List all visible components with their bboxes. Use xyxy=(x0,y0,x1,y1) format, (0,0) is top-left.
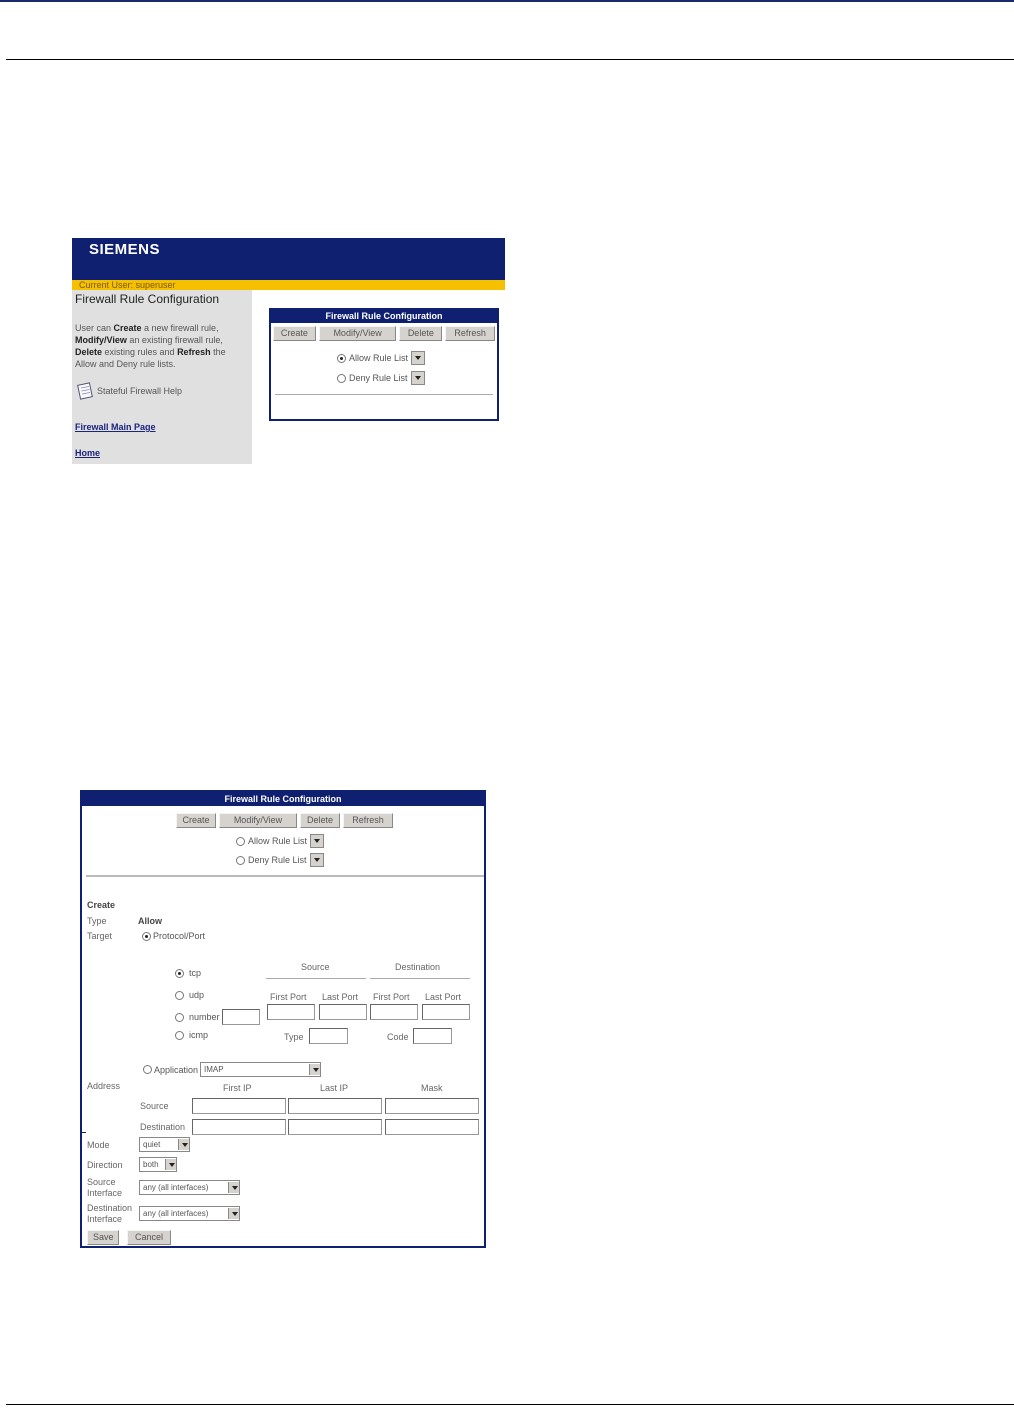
source-header-rule xyxy=(266,978,366,979)
firewall-main-page-link[interactable]: Firewall Main Page xyxy=(75,422,156,432)
source-mask-input[interactable] xyxy=(385,1098,479,1114)
form-divider xyxy=(86,875,484,877)
chevron-down-icon xyxy=(309,1064,320,1075)
section-heading: Create xyxy=(87,900,116,910)
mask-header: Mask xyxy=(421,1083,443,1093)
home-link[interactable]: Home xyxy=(75,448,101,458)
panel-toolbar xyxy=(271,323,497,341)
source-header: Source xyxy=(301,962,330,972)
type-label: Type xyxy=(87,916,107,926)
sidebar xyxy=(72,290,252,464)
direction-select[interactable] xyxy=(139,1157,177,1172)
banner xyxy=(72,238,505,280)
modify-view-button[interactable]: Modify/View xyxy=(319,326,397,341)
protocol-number-input[interactable] xyxy=(222,1009,260,1025)
icmp-type-label: Type xyxy=(284,1032,304,1042)
allow-rule-radio[interactable] xyxy=(337,354,346,363)
header-rule xyxy=(6,59,1014,60)
label-line: Interface xyxy=(87,1188,123,1198)
form-toolbar xyxy=(176,813,393,828)
chevron-down-icon xyxy=(178,1139,189,1150)
deny-rule-dropdown[interactable] xyxy=(310,853,324,867)
application-label: Application xyxy=(154,1064,199,1075)
dest-last-port-header: Last Port xyxy=(425,992,462,1002)
application-option xyxy=(143,1062,321,1077)
desc-text: an existing firewall rule, xyxy=(126,335,223,345)
create-button[interactable]: Create xyxy=(273,326,316,341)
desc-bold: Refresh xyxy=(177,347,211,357)
icmp-radio[interactable] xyxy=(175,1031,184,1040)
refresh-button[interactable]: Refresh xyxy=(445,326,495,341)
icmp-code-input[interactable] xyxy=(413,1028,452,1044)
application-select-value: IMAP xyxy=(204,1065,224,1074)
source-last-ip-input[interactable] xyxy=(288,1098,382,1114)
allow-rule-label: Allow Rule List xyxy=(248,836,308,846)
source-interface-label xyxy=(87,1177,122,1199)
tcp-radio[interactable] xyxy=(175,969,184,978)
tcp-label: tcp xyxy=(189,968,202,978)
icmp-label: icmp xyxy=(189,1030,209,1040)
mode-select[interactable] xyxy=(139,1137,190,1152)
source-last-port-header: Last Port xyxy=(322,992,359,1002)
dest-first-port-input[interactable] xyxy=(370,1004,418,1020)
icmp-code-label: Code xyxy=(387,1032,409,1042)
icmp-option xyxy=(175,1030,208,1040)
destination-interface-label xyxy=(87,1203,132,1225)
mode-select-value: quiet xyxy=(143,1140,161,1149)
user-bar xyxy=(72,280,505,290)
allow-rule-radio[interactable] xyxy=(236,837,245,846)
rule-config-panel xyxy=(269,308,499,421)
address-source-label: Source xyxy=(140,1101,169,1111)
tcp-option xyxy=(175,968,201,978)
allow-rule-row xyxy=(236,834,324,848)
destination-interface-select[interactable] xyxy=(139,1206,240,1221)
destination-header: Destination xyxy=(395,962,441,972)
deny-rule-dropdown[interactable] xyxy=(411,371,425,385)
modify-view-button[interactable]: Modify/View xyxy=(219,813,297,828)
source-last-port-input[interactable] xyxy=(319,1004,367,1020)
desc-bold: Delete xyxy=(75,347,103,357)
chevron-down-icon xyxy=(228,1208,239,1219)
direction-label: Direction xyxy=(87,1160,123,1170)
chevron-down-icon xyxy=(228,1182,239,1193)
refresh-button[interactable]: Refresh xyxy=(343,813,393,828)
deny-rule-label: Deny Rule List xyxy=(349,373,408,383)
destination-interface-value: any (all interfaces) xyxy=(143,1209,209,1218)
address-label: Address xyxy=(87,1081,121,1091)
type-value: Allow xyxy=(138,916,162,926)
allow-rule-dropdown[interactable] xyxy=(310,834,324,848)
number-label: number xyxy=(189,1012,220,1022)
page-top-rule xyxy=(0,0,1014,2)
udp-label: udp xyxy=(189,990,205,1000)
desc-text: User can xyxy=(75,323,114,333)
sidebar-description xyxy=(75,322,249,370)
label-line: Source xyxy=(87,1177,116,1187)
desc-text: a new firewall rule, xyxy=(141,323,219,333)
help-label: Stateful Firewall Help xyxy=(97,386,183,396)
allow-rule-dropdown[interactable] xyxy=(411,351,425,365)
application-select[interactable] xyxy=(200,1062,321,1077)
current-user-text: Current User: superuser xyxy=(79,280,176,290)
save-button[interactable]: Save xyxy=(87,1230,119,1245)
help-link[interactable] xyxy=(75,382,182,400)
deny-rule-row xyxy=(236,853,324,867)
dest-first-port-header: First Port xyxy=(373,992,410,1002)
panel-divider xyxy=(275,394,493,395)
cancel-button[interactable]: Cancel xyxy=(127,1230,171,1245)
deny-rule-radio[interactable] xyxy=(236,856,245,865)
help-notepad-icon xyxy=(75,382,95,400)
source-interface-select[interactable] xyxy=(139,1180,240,1195)
dest-last-ip-input[interactable] xyxy=(288,1119,382,1135)
application-radio[interactable] xyxy=(143,1065,152,1074)
create-button[interactable]: Create xyxy=(176,813,216,828)
number-option xyxy=(175,1009,260,1025)
screenshot-firewall-overview xyxy=(72,238,513,464)
icmp-type-input[interactable] xyxy=(309,1028,348,1044)
delete-button[interactable]: Delete xyxy=(399,326,442,341)
direction-select-value: both xyxy=(143,1160,159,1169)
desc-text: the Allow and Deny rule lists. xyxy=(75,347,226,369)
panel-title: Firewall Rule Configuration xyxy=(271,310,497,323)
last-ip-header: Last IP xyxy=(320,1083,349,1093)
source-first-ip-input[interactable] xyxy=(192,1098,286,1114)
dest-mask-input[interactable] xyxy=(385,1119,479,1135)
mode-label: Mode xyxy=(87,1140,110,1150)
footer-rule xyxy=(6,1404,1014,1405)
deny-rule-row xyxy=(337,371,425,385)
allow-rule-row xyxy=(337,351,425,365)
siemens-logo: SIEMENS xyxy=(89,241,161,258)
dest-last-port-input[interactable] xyxy=(422,1004,470,1020)
desc-text: existing rules and xyxy=(102,347,178,357)
source-first-port-header: First Port xyxy=(270,992,307,1002)
chevron-down-icon xyxy=(165,1159,176,1170)
destination-header-rule xyxy=(370,978,470,979)
desc-bold: Create xyxy=(113,323,142,333)
udp-option xyxy=(175,990,204,1000)
source-first-port-input[interactable] xyxy=(267,1004,315,1020)
number-radio[interactable] xyxy=(175,1013,184,1022)
target-label: Target xyxy=(87,931,113,941)
dest-first-ip-input[interactable] xyxy=(192,1119,286,1135)
protocol-port-radio[interactable] xyxy=(142,932,151,941)
form-edge xyxy=(82,1132,86,1133)
form-title: Firewall Rule Configuration xyxy=(82,792,484,806)
protocol-port-option xyxy=(142,931,205,941)
deny-rule-label: Deny Rule List xyxy=(248,855,307,865)
udp-radio[interactable] xyxy=(175,991,184,1000)
protocol-port-label: Protocol/Port xyxy=(153,931,206,941)
desc-bold: Modify/View xyxy=(75,335,127,345)
deny-rule-radio[interactable] xyxy=(337,374,346,383)
delete-button[interactable]: Delete xyxy=(300,813,340,828)
allow-rule-label: Allow Rule List xyxy=(349,353,409,363)
label-line: Destination xyxy=(87,1203,133,1213)
sidebar-title: Firewall Rule Configuration xyxy=(75,292,220,306)
screenshot-create-rule-form xyxy=(80,790,486,1248)
address-destination-label: Destination xyxy=(140,1122,186,1132)
label-line: Interface xyxy=(87,1214,123,1224)
source-interface-value: any (all interfaces) xyxy=(143,1183,209,1192)
first-ip-header: First IP xyxy=(223,1083,252,1093)
